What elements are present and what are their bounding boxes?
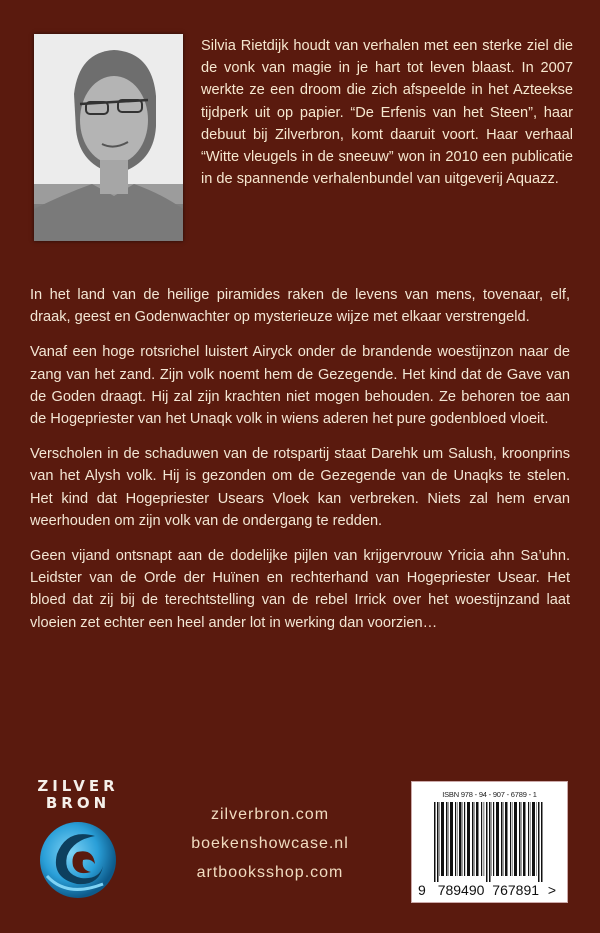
- logo-text-line2: BRON: [45, 794, 111, 812]
- barcode-marker: >: [547, 882, 557, 898]
- logo-text-line1: ZILVER: [37, 777, 119, 795]
- author-portrait-icon: [34, 34, 183, 241]
- book-blurb: [30, 284, 570, 647]
- barcode-group1: 789490: [437, 882, 485, 898]
- swirl-globe-icon: [37, 818, 119, 902]
- blurb-paragraph: In het land van de heilige piramides raken de levens van mens, tovenaar, elf, draak, geest en Godenwachter op mysterieuze wijze met elkaar verstrengeld.: [30, 287, 570, 326]
- blurb-paragraph: Vanaf een hoge rotsrichel luistert Airyck onder de brandende woestijnzon naar de zang van het zand. Zijn volk noemt hem de Gezegende. Het kind dat de Gave van de Goden draagt. Hij zal zijn krachten niet mogen behouden. Ze behoren toe aan de Hogepriester van het Unaqk volk in wiens aderen het pure godenbloed vloeit.: [30, 344, 570, 428]
- author-photo: [34, 34, 183, 241]
- isbn-barcode: [411, 781, 568, 903]
- blurb-paragraph: Verscholen in de schaduwen van de rotspartij staat Darehk um Salush, kroonprins van het Alysh volk. Hij is gezonden om de Gezegende van de Unaqks te stelen. Het kind dat Hogepriester Usears Vloek kan verbreken. Niets zal hem ervan weerhouden om zijn volk van de ondergang te redden.: [30, 446, 570, 529]
- publisher-logo: [28, 778, 128, 907]
- barcode-digits: [418, 882, 563, 898]
- link-boekenshowcase[interactable]: boekenshowcase.nl: [191, 835, 349, 852]
- barcode-lead-digit: 9: [418, 882, 426, 898]
- link-artbooksshop[interactable]: artbooksshop.com: [196, 864, 344, 881]
- website-links: [160, 800, 380, 887]
- isbn-label: ISBN 978 - 94 - 907 - 6789 - 1: [442, 790, 537, 799]
- barcode-icon: [434, 802, 546, 882]
- author-bio: Silvia Rietdijk houdt van verhalen met een sterke ziel die de vonk van magie in je hart tot leven blaast. In 2007 werkte ze een droom die zich afspeelde in het Azteekse tijdperk uit op papier. “De Erfenis van het Steen”, haar debuut bij Zilverbron, komt daaruit voort. Haar verhaal “Witte vleugels in de sneeuw” won in 2010 een publicatie in de spannende verhalenbundel van uitgeverij Aquazz.: [201, 38, 573, 188]
- blurb-paragraph: Geen vijand ontsnapt aan de dodelijke pijlen van krijgervrouw Yricia ahn Sa’uhn. Leidster van de Orde der Huïnen en rechterhand van Hogepriester Usear. Het bloed dat zij bij de terechtstelling van de rebel Irrick over het woestijnzand laat vloeien zet echter een heel ander lot in werking dan voorzien…: [30, 548, 570, 631]
- barcode-group2: 767891: [492, 882, 540, 898]
- link-zilverbron[interactable]: zilverbron.com: [210, 806, 330, 823]
